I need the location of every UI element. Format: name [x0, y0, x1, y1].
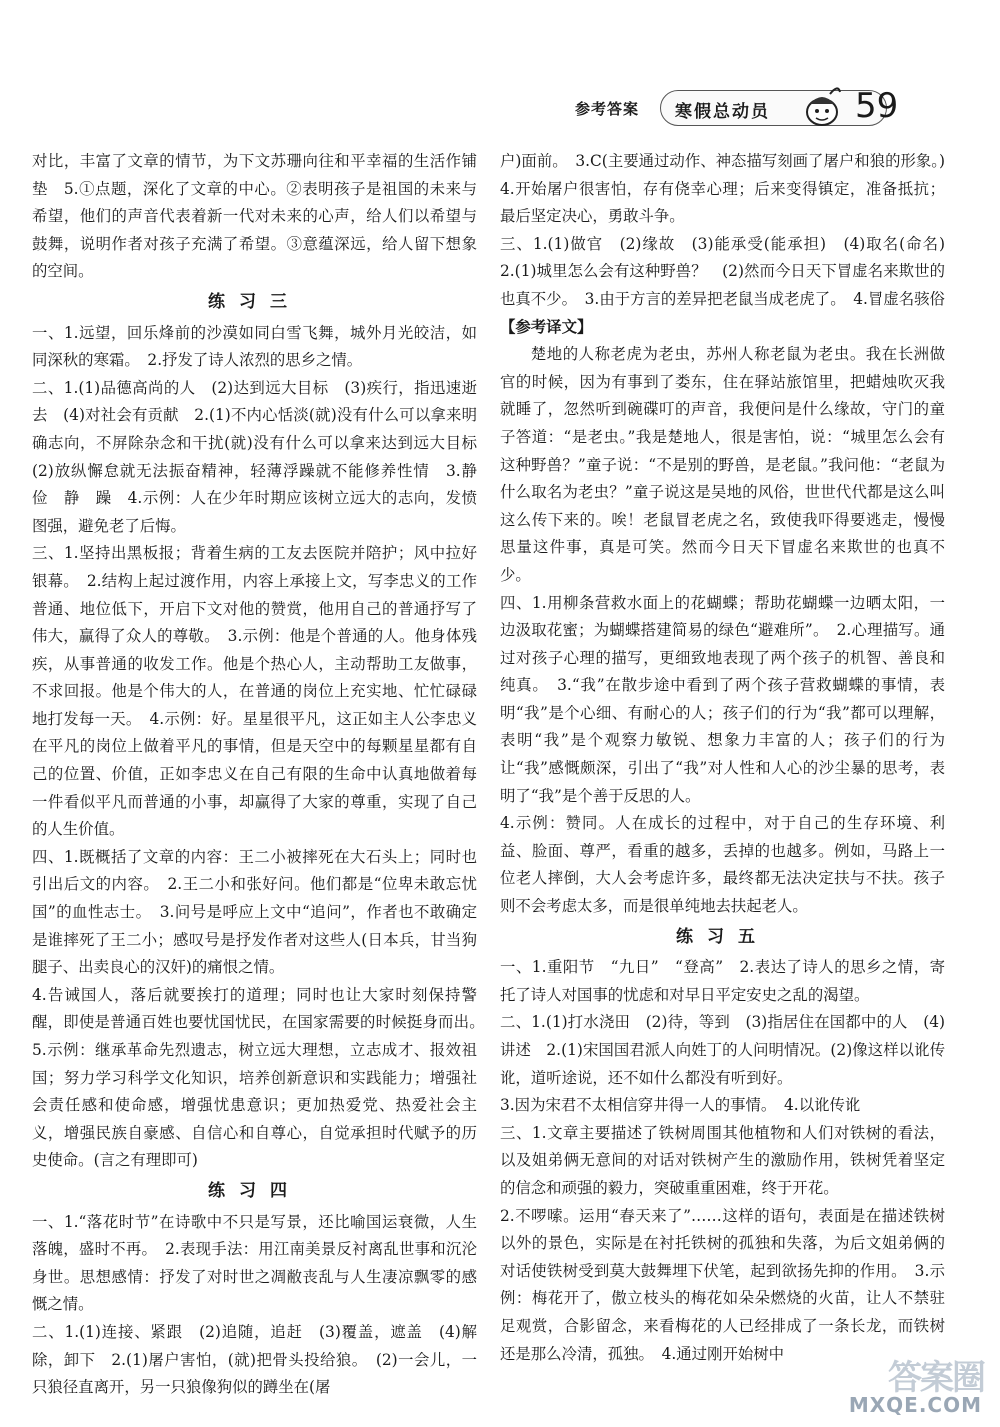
site-watermark [825, 1357, 990, 1421]
translation-paragraph: 楚地的人称老虎为老虫，苏州人称老鼠为老虫。我在长洲做官的时候，因为有事到了娄东，住在驿站旅馆里，把蜡烛吹灭我就睡了，忽然听到碗碟叮的声音，我便问是什么缘故，守门的童子答道：“是老虫。”我是楚地人，很是害怕，说：“城里怎么会有这种野兽？”童子说：“不是别的野兽，是老鼠。”我问他：“老鼠为什么取名为老虫？”童子说这是吴地的风俗，世世代代都是这么叫这么传下来的。唉！老鼠冒老虎之名，致使我吓得要逃走，慢慢思量这件事，真是可笑。然而今日天下冒虚名来欺世的也真不少。 [500, 345, 945, 584]
paragraph: 三、1.(1)做官 (2)缘故 (3)能承受(能承担) (4)取名(命名) 2.(1)城里怎么会有这种野兽？ (2)然而今日天下冒虚名来欺世的也真不少。 3.由于方言的差异把老鼠当成老虎了。 4.冒虚名骇俗 [500, 234, 961, 308]
right-column [500, 148, 961, 1368]
translation-label: 【参考译文】 [500, 317, 593, 336]
section-heading-exercise-5: 练习五 [676, 926, 769, 947]
paragraph: 三、1.文章主要描述了铁树周围其他植物和人们对铁树的看法，以及姐弟俩无意间的对话对铁树产生的激励作用，铁树凭着坚定的信念和顽强的毅力，突破重重困难，终于开花。 [500, 1123, 945, 1197]
paragraph: 二、1.(1)品德高尚的人 (2)达到远大目标 (3)疾行，指迅速逝去 (4)对社会有贡献 2.(1)不内心恬淡(就)没有什么可以拿来明确志向，不屏除杂念和干扰(就)没有什么可以拿来达到远大目标 (2)放纵懈怠就无法振奋精神，轻薄浮躁就不能修养性情 3.静 俭 静 躁 4.示例：人在少年时期应该树立远大的志向，发愤图强，避免老了后悔。 [32, 378, 493, 535]
page-number: 59 [855, 86, 899, 126]
page-header [555, 88, 915, 140]
paragraph: 四、1.既概括了文章的内容：王二小被摔死在大石头上；同时也引出后文的内容。 2.王二小和张好问。他们都是“位卑未敢忘忧国”的血性志士。 3.问号是呼应上文中“追问”，作者也不敢确定是谁摔死了王二小；感叹号是抒发作者对这些人(日本兵，甘当狗腿子、出卖良心的汉奸)的痛恨之情。 [32, 847, 477, 977]
paragraph: 对比，丰富了文章的情节，为下文苏珊向往和平幸福的生活作铺垫 5.①点题，深化了文章的中心。②表明孩子是祖国的未来与希望，他们的声音代表着新一代对未来的心声，给人们以希望与鼓舞，说明作者对孩子充满了希望。③意蕴深远，给人留下想象的空间。 [32, 152, 477, 281]
paragraph: 一、1.重阳节 “九日” “登高” 2.表达了诗人的思乡之情，寄托了诗人对国事的忧虑和对早日平定安史之乱的渴望。 [500, 958, 945, 1004]
paragraph: 二、1.(1)打水浇田 (2)待，等到 (3)指居住在国都中的人 (4)讲述 2.(1)宋国国君派人向姓丁的人问明情况。(2)像这样以讹传讹，道听途说，还不如什么都没有听到好。 [500, 1013, 945, 1087]
paragraph: 四、1.用柳条营救水面上的花蝴蝶；帮助花蝴蝶一边晒太阳，一边汲取花蜜；为蝴蝶搭建简易的绿色“避难所”。 2.心理描写。通过对孩子心理的描写，更细致地表现了两个孩子的机智、善良和纯真。 3.“我”在散步途中看到了两个孩子营救蝴蝶的事情，表明“我”是个心细、有耐心的人；孩子们的行为“我”都可以理解，表明“我”是个观察力敏锐、想象力丰富的人；孩子们的行为让“我”感慨颇深，引出了“我”对人性和人心的沙尘暴的思考，表明了“我”是个善于反思的人。 [500, 593, 945, 805]
book-title: 寒假总动员 [675, 102, 770, 122]
paragraph: 4.告诫国人，落后就要挨打的道理；同时也让大家时刻保持警醒，即使是普通百姓也要忧国忧民，在国家需要的时候挺身而出。 5.示例：继承革命先烈遗志，树立远大理想，立志成才、报效祖国；努力学习科学文化知识，培养创新意识和实践能力；增强社会责任感和使命感，增强忧患意识；更加热爱党、热爱社会主义，增强民族自豪感、自信心和自尊心，自觉承担时代赋予的历史使命。(言之有理即可) [32, 985, 493, 1170]
reference-answer-label: 参考答案 [575, 100, 640, 118]
section-heading-exercise-3: 练习三 [208, 291, 301, 312]
paragraph: 二、1.(1)连接、紧跟 (2)追随，追赶 (3)覆盖，遮盖 (4)解除，卸下 2.(1)屠户害怕，(就)把骨头投给狼。 (2)一会儿，一只狼径直离开，另一只狼像狗似的蹲坐在(屠 [32, 1322, 477, 1397]
mascot-icon [800, 82, 842, 128]
section-heading-exercise-4: 练习四 [208, 1180, 301, 1201]
paragraph: 一、1.“落花时节”在诗歌中不只是写景，还比喻国运衰微，人生落魄，盛时不再。 2.表现手法：用江南美景反衬离乱世事和沉沦身世。思想感情：抒发了对时世之凋敝丧乱与人生凄凉飘零的感慨之情。 [32, 1212, 477, 1314]
watermark-logo-text: 答案圈 [888, 1358, 984, 1398]
watermark-url: MXQE.COM [848, 1393, 982, 1417]
paragraph: 三、1.坚持出黑板报；背着生病的工友去医院并陪护；风中拉好银幕。 2.结构上起过渡作用，内容上承接上文，写李忠义的工作普通、地位低下，开启下文对他的赞赏，他用自己的普通抒写了伟大，赢得了众人的尊敬。 3.示例：他是个普通的人。他身体残疾，从事普通的收发工作。他是个热心人，主动帮助工友做事，不求回报。他是个伟大的人，在普通的岗位上充实地、忙忙碌碌地打发每一天。 4.示例：好。星星很平凡，这正如主人公李忠义在平凡的岗位上做着平凡的事情，但是天空中的每颗星星都有自己的位置、价值，正如李忠义在自己有限的生命中认真地做着每一件看似平凡而普通的小事，却赢得了大家的尊重，实现了自己的人生价值。 [32, 544, 477, 839]
paragraph: 4.示例：赞同。人在成长的过程中，对于自己的生存环境、利益、脸面、尊严，看重的越多，丢掉的也越多。例如，马路上一位老人摔倒，大人会考虑许多，最终都无法决定扶与不扶。孩子则不会考虑太多，而是很单纯地去扶起老人。 [500, 814, 945, 916]
paragraph: 一、1.远望，回乐烽前的沙漠如同白雪飞舞，城外月光皎洁，如同深秋的寒霜。 2.抒发了诗人浓烈的思乡之情。 [32, 323, 477, 370]
book-title-badge [660, 90, 887, 126]
left-column [32, 148, 493, 1402]
paragraph: 3.因为宋君不太相信穿井得一人的事情。 4.以讹传讹 [500, 1096, 861, 1115]
paragraph: 户)面前。 3.C(主要通过动作、神态描写刻画了屠户和狼的形象。) 4.开始屠户很害怕，存有侥幸心理；后来变得镇定，准备抵抗；最后坚定决心，勇敢斗争。 [500, 152, 961, 226]
paragraph: 2.不啰嗦。运用“春天来了”……这样的语句，表面是在描述铁树以外的景色，实际是在衬托铁树的孤独和失落，为后文姐弟俩的对话使铁树受到莫大鼓舞埋下伏笔，起到欲扬先抑的作用。 3.示例：梅花开了，傲立枝头的梅花如朵朵燃烧的火苗，让人不禁驻足观赏，合影留念，来看梅花的人已经排成了一条长龙，而铁树还是那么冷清，孤独。 4.通过刚开始树中 [500, 1206, 945, 1363]
